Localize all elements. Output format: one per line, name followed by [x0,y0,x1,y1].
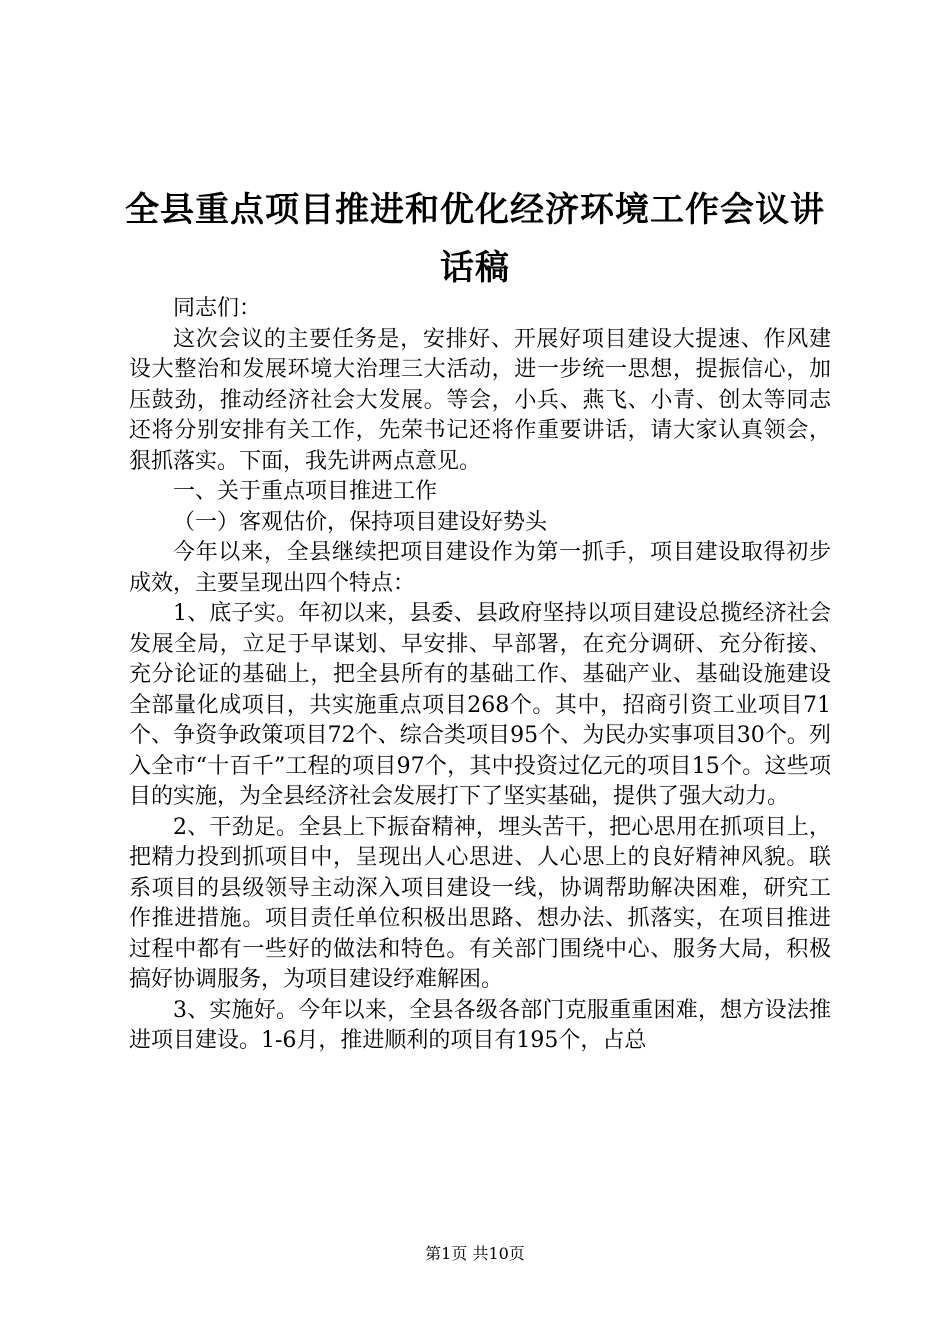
document-title-line-2: 话稿 [440,248,510,288]
body-paragraph: 这次会议的主要任务是，安排好、开展好项目建设大提速、作风建设大整治和发展环境大治理三大活动，进一步统一思想，提振信心，加压鼓劲，推动经济社会大发展。等会，小兵、燕飞、小青、创太等同志还将分别安排有关工作，先荣书记还将作重要讲话，请大家认真领会，狠抓落实。下面，我先讲两点意见。 [129,326,831,474]
page-footer: 第1页 共10页 [425,1244,525,1263]
document-title-line-1: 全县重点项目推进和优化经济环境工作会议讲 [125,190,825,230]
salutation: 同志们： [173,296,262,321]
subsection-heading: （一）客观估价，保持项目建设好势头 [173,509,548,535]
body-paragraph: 1、底子实。年初以来，县委、县政府坚持以项目建设总揽经济社会发展全局，立足于早谋划、早安排、早部署，在充分调研、充分衔接、充分论证的基础上，把全县所有的基础工作、基础产业、基础设施建设全部量化成项目，共实施重点项目268个。其中，招商引资工业项目71个、争资争政策项目72个、综合类项目95个、为民办实事项目30个。列入全市“十百千”工程的项目97个，其中投资过亿元的项目15个。这些项目的实施，为全县经济社会发展打下了坚实基础，提供了强大动力。 [129,601,831,809]
body-paragraph: 2、干劲足。全县上下振奋精神，埋头苦干，把心思用在抓项目上，把精力投到抓项目中，呈现出人心思进、人心思上的良好精神风貌。联系项目的县级领导主动深入项目建设一线，协调帮助解决困难，研究工作推进措施。项目责任单位积极出思路、想办法、抓落实，在项目推进过程中都有一些好的做法和特色。有关部门围绕中心、服务大局，积极搞好协调服务，为项目建设纾难解困。 [129,814,831,992]
document-body [129,294,831,1057]
body-paragraph: 3、实施好。今年以来，全县各级各部门克服重重困难，想方设法推进项目建设。1-6月，推进顺利的项目有195个，占总 [129,997,831,1053]
section-heading: 一、关于重点项目推进工作 [173,479,438,504]
body-paragraph: 今年以来，全县继续把项目建设作为第一抓手，项目建设取得初步成效，主要呈现出四个特点： [129,540,831,596]
